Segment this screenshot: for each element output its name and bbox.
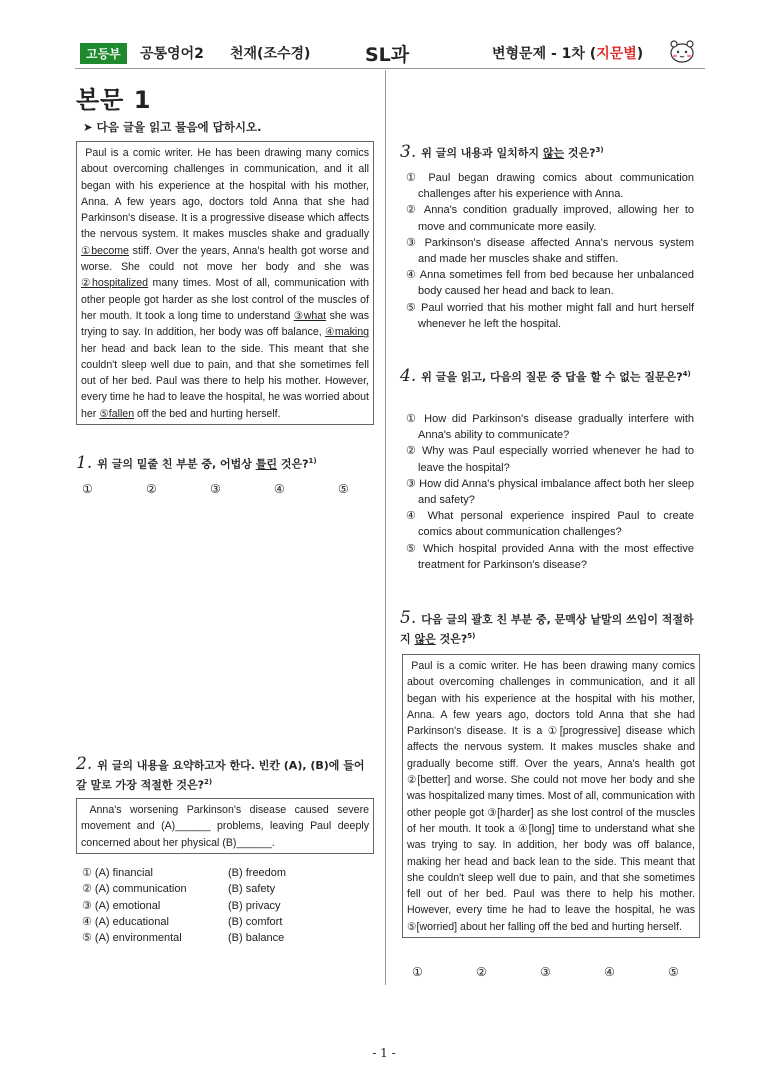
q5-choice[interactable]: ④ xyxy=(604,965,615,979)
section-title: 본문 1 xyxy=(76,86,152,114)
q5-passage-box: Paul is a comic writer. He has been drawing many comics about overcoming challenges in communication, and it all began with his experience at the hospital with his mother, Anna. A few years ago, doctors told Anna that she had Parkinson's disease. It is a ①[progressive] disease which affects the nervous system. It makes muscles shake and gradually become stiff. Over the years, Anna's health got ②[better] and worse. She could not move her body and she was hospitalized many times. Most of all, communication with other people got ③[harder] as she lost control of the muscles of her mouth. It took a ④[long] time to understand what she was trying to say. In addition, her body was off balance, making her head and back lean to the side. This meant that she couldn't sleep well due to pain, and that she sometimes fell out of her bed. Paul was there to help his mother. However, every time he had to leave the hospital, he was ⑤[worried] about her falling off the bed and hurting herself. xyxy=(402,654,700,938)
q2-option[interactable]: ⑤ (A) environmental (B) balance xyxy=(82,932,285,945)
q1-choice[interactable]: ④ xyxy=(274,482,285,496)
q2-option[interactable]: ④ (A) educational (B) comfort xyxy=(82,915,283,928)
underline-4: ④making xyxy=(325,326,369,339)
q4-option[interactable]: ③ How did Anna's physical imbalance affect both her sleep and safety? xyxy=(406,477,694,507)
underline-2: ②hospitalized xyxy=(81,277,148,290)
page-header xyxy=(80,40,700,66)
q5-choice[interactable]: ③ xyxy=(540,965,551,979)
column-divider xyxy=(385,70,386,985)
q5-choice[interactable]: ② xyxy=(476,965,487,979)
q5-choice[interactable]: ⑤ xyxy=(668,965,679,979)
page-number: - 1 - xyxy=(372,1046,396,1060)
passage-box: Paul is a comic writer. He has been drawing many comics about overcoming challenges in communication, and it all began with his experience at the hospital with his mother, Anna. A few years ago, doctors told Anna that she had Parkinson's disease. It is a progressive disease which affects the nervous system. It makes muscles shake and gradually ①become stiff. Over the years, Anna's health got worse and worse. She could not move her body and she was ②hospitalized many times. Most of all, communication with other people got harder as she lost control of the muscles of her mouth. It took a long time to understand ③what she was trying to say. In addition, her body was off balance, ④making her head and back lean to the side. This meant that she couldn't sleep well due to pain, and that she sometimes fell out of her bed. Paul was there to help his mother. However, every time he had to leave the hospital, he was worried about her ⑤fallen off the bed and hurting herself. xyxy=(76,141,374,425)
q3-option[interactable]: ① Paul began drawing comics about communication challenges after his experience with Anna. xyxy=(406,172,694,201)
q4-option[interactable]: ① How did Parkinson's disease gradually interfere with Anna's ability to communicate? xyxy=(406,413,694,442)
q5-choice[interactable]: ① xyxy=(412,965,423,979)
question-4: 4. 위 글을 읽고, 다음의 질문 중 답을 할 수 없는 질문은?$^{4)}$ xyxy=(400,365,691,386)
type-label: 변형문제 - 1차 (지문별) xyxy=(492,46,644,62)
q4-option[interactable]: ④ What personal experience inspired Paul to create comics about communication challenges? xyxy=(406,510,694,539)
q2-option[interactable]: ③ (A) emotional (B) privacy xyxy=(82,899,281,912)
q5-choices xyxy=(412,965,732,979)
question-3: 3. 위 글의 내용과 일치하지 않는 것은?$^{3)}$ xyxy=(400,141,604,162)
q1-choice[interactable]: ③ xyxy=(210,482,221,496)
q3-option[interactable]: ④ Anna sometimes fell from bed because her unbalanced body caused her head and back to lean. xyxy=(406,269,694,298)
summary-box: Anna's worsening Parkinson's disease caused severe movement and (A)______ problems, leaving Paul deeply concerned about her physical (B)______. xyxy=(76,798,374,854)
lesson-label: SL과 xyxy=(365,44,410,66)
mascot-icon xyxy=(668,38,696,64)
q3-option[interactable]: ③ Parkinson's disease affected Anna's nervous system and made her muscles shake and stiffen. xyxy=(406,236,694,266)
q3-option[interactable]: ⑤ Paul worried that his mother might fall and hurt herself whenever he left the hospital. xyxy=(406,301,694,330)
q4-option[interactable]: ⑤ Which hospital provided Anna with the most effective treatment for Parkinson's disease? xyxy=(406,542,694,571)
q3-options xyxy=(406,170,694,332)
q4-option[interactable]: ② Why was Paul especially worried whenever he had to leave the hospital? xyxy=(406,445,694,474)
header-divider xyxy=(75,68,705,69)
q2-option[interactable]: ② (A) communication (B) safety xyxy=(82,883,276,896)
instruction: ➤ 다음 글을 읽고 물음에 답하시오. xyxy=(83,120,262,134)
q1-choice[interactable]: ⑤ xyxy=(338,482,349,496)
level-badge: 고등부 xyxy=(80,43,127,64)
q2-options xyxy=(82,865,286,946)
subject-label: 공통영어2 xyxy=(140,46,204,62)
underline-3: ③what xyxy=(293,309,327,322)
question-5: 5. 다음 글의 괄호 친 부분 중, 문맥상 낱말의 쓰임이 적절하지 않은 것은?$^{5)}$ xyxy=(400,608,694,646)
q2-option[interactable]: ① (A) financial (B) freedom xyxy=(82,867,287,879)
q4-options xyxy=(406,411,694,573)
publisher-label: 천재(조수경) xyxy=(230,46,311,62)
question-2: 2. 위 글의 내용을 요약하고자 한다. 빈칸 (A), (B)에 들어갈 말로 가장 적절한 것은?$^{2)}$ xyxy=(76,754,365,792)
q3-option[interactable]: ② Anna's condition gradually improved, allowing her to move and communicate more easily. xyxy=(406,204,694,233)
q1-choice[interactable]: ② xyxy=(146,482,157,496)
underline-5: ⑤fallen xyxy=(99,407,135,420)
question-1: 1. 위 글의 밑줄 친 부분 중, 어법상 틀린 것은?$^{1)}$ xyxy=(76,452,317,473)
underline-1: ①become xyxy=(81,244,129,257)
q1-choices xyxy=(82,482,402,496)
q1-choice[interactable]: ① xyxy=(82,482,93,496)
